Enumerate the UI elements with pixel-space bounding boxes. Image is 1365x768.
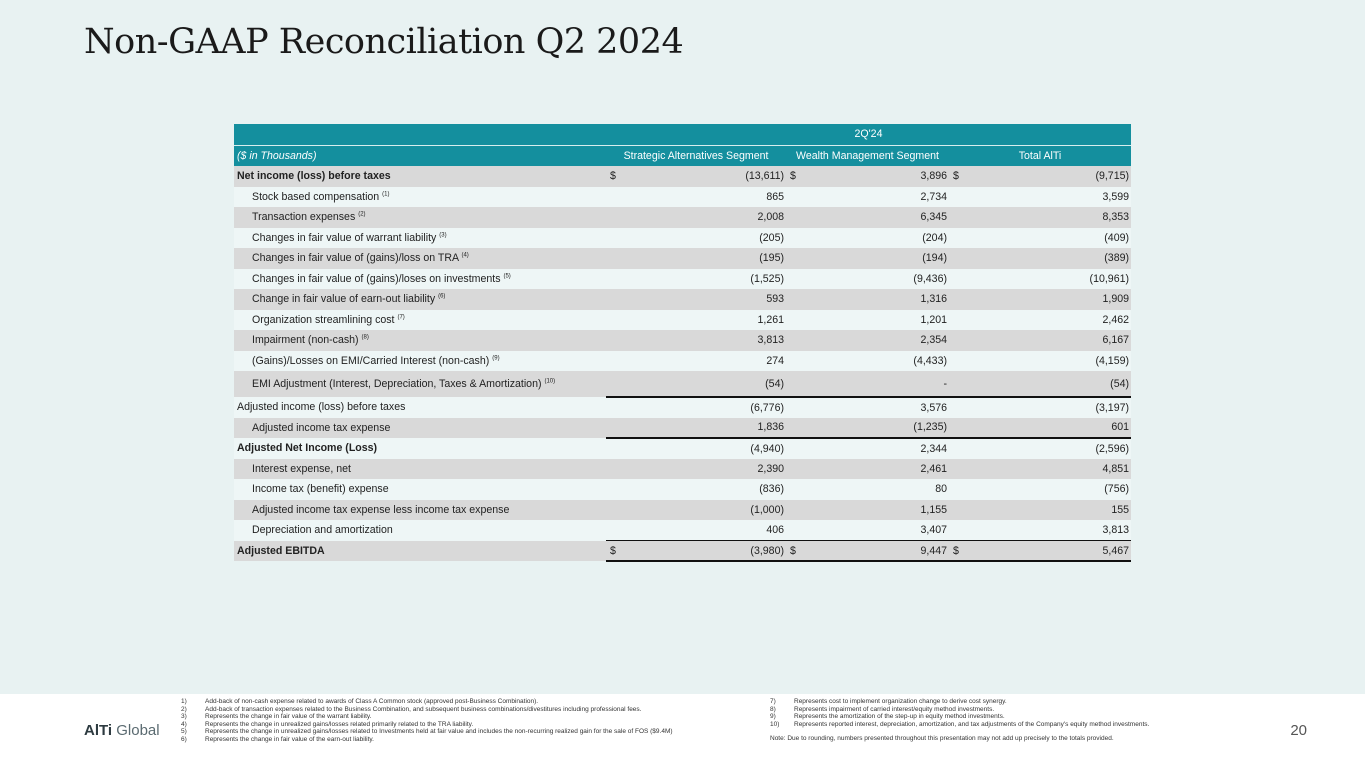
footnote-ref: (2) <box>358 211 366 218</box>
currency-cell <box>786 248 806 269</box>
currency-cell <box>949 330 969 351</box>
value-cell: 2,008 <box>626 207 786 228</box>
value-cell: (205) <box>626 228 786 249</box>
value-cell: (9,436) <box>806 269 949 290</box>
value-cell: (1,235) <box>806 418 949 439</box>
currency-cell <box>606 479 626 500</box>
page-title: Non-GAAP Reconciliation Q2 2024 <box>84 22 684 62</box>
row-label: Impairment (non-cash) $^{(8)}$ <box>234 330 606 351</box>
row-label: Adjusted income tax expense less income tax expense <box>234 500 606 521</box>
currency-cell <box>606 187 626 208</box>
currency-cell <box>786 397 806 418</box>
value-cell: (195) <box>626 248 786 269</box>
currency-cell <box>606 289 626 310</box>
currency-cell <box>949 397 969 418</box>
footnote: 5) Represents the change in unrealized gains/losses related to Investments held at fair value and includes the non-recurring realized gain for the sale of FOS ($9.4M) <box>181 728 673 736</box>
value-cell: 80 <box>806 479 949 500</box>
currency-cell <box>786 228 806 249</box>
footnote-ref: (4) <box>461 252 469 259</box>
footnote-ref: (1) <box>382 191 390 198</box>
row-label: Adjusted Net Income (Loss) <box>234 438 606 459</box>
footnote: 6) Represents the change in fair value of the earn-out liability. <box>181 735 374 743</box>
currency-cell <box>606 228 626 249</box>
footnote: 9) Represents the amortization of the step-up in equity method investments. <box>770 713 1005 721</box>
row-label: Stock based compensation $^{(1)}$ <box>234 187 606 208</box>
row-label: Adjusted income (loss) before taxes <box>234 397 606 418</box>
table-row <box>234 397 1131 418</box>
row-label: Change in fair value of earn-out liability $^{(6)}$ <box>234 289 606 310</box>
value-cell: (756) <box>969 479 1131 500</box>
footnotes-right <box>770 698 1149 743</box>
currency-cell <box>786 187 806 208</box>
value-cell: (2,596) <box>969 438 1131 459</box>
currency-cell <box>949 207 969 228</box>
currency-cell <box>949 228 969 249</box>
currency-cell <box>786 438 806 459</box>
value-cell: 155 <box>969 500 1131 521</box>
footer <box>0 694 1365 768</box>
currency-cell: $ <box>949 541 969 562</box>
value-cell: (204) <box>806 228 949 249</box>
currency-cell <box>786 330 806 351</box>
value-cell: 2,390 <box>626 459 786 480</box>
row-label: Adjusted EBITDA <box>234 541 606 562</box>
reconciliation-table-container <box>234 124 1131 562</box>
table-row <box>234 520 1131 541</box>
table-row <box>234 207 1131 228</box>
currency-cell: $ <box>786 166 806 187</box>
value-cell: (836) <box>626 479 786 500</box>
footnote: 3) Represents the change in fair value of the warrant liability. <box>181 713 372 721</box>
value-cell: (3,197) <box>969 397 1131 418</box>
currency-cell <box>949 520 969 541</box>
footnote-ref: (10) <box>544 378 556 385</box>
currency-cell <box>606 459 626 480</box>
currency-cell <box>606 248 626 269</box>
value-cell: (4,159) <box>969 351 1131 372</box>
currency-cell <box>606 438 626 459</box>
currency-cell <box>949 459 969 480</box>
value-cell: 8,353 <box>969 207 1131 228</box>
value-cell: 2,354 <box>806 330 949 351</box>
currency-cell <box>606 418 626 439</box>
row-label: Depreciation and amortization <box>234 520 606 541</box>
table-row <box>234 479 1131 500</box>
currency-cell <box>949 438 969 459</box>
row-label: Transaction expenses $^{(2)}$ <box>234 207 606 228</box>
value-cell: (4,433) <box>806 351 949 372</box>
currency-cell <box>786 269 806 290</box>
value-cell: 3,576 <box>806 397 949 418</box>
value-cell: 3,813 <box>969 520 1131 541</box>
footnote-ref: (9) <box>492 355 500 362</box>
table-row <box>234 248 1131 269</box>
table-row <box>234 418 1131 439</box>
row-label: Adjusted income tax expense <box>234 418 606 439</box>
value-cell: 1,261 <box>626 310 786 331</box>
currency-cell <box>786 207 806 228</box>
value-cell: 2,462 <box>969 310 1131 331</box>
value-cell: 3,896 <box>806 166 949 187</box>
table-row <box>234 330 1131 351</box>
row-label: Changes in fair value of (gains)/loses on investments $^{(5)}$ <box>234 269 606 290</box>
value-cell: 1,201 <box>806 310 949 331</box>
row-label: Changes in fair value of warrant liability $^{(3)}$ <box>234 228 606 249</box>
value-cell: 601 <box>969 418 1131 439</box>
currency-cell <box>606 269 626 290</box>
value-cell: 1,836 <box>626 418 786 439</box>
currency-cell <box>606 330 626 351</box>
value-cell: (6,776) <box>626 397 786 418</box>
table-row <box>234 500 1131 521</box>
value-cell: (54) <box>969 371 1131 397</box>
value-cell: (1,525) <box>626 269 786 290</box>
unit-label: ($ in Thousands) <box>234 145 606 166</box>
currency-cell <box>786 520 806 541</box>
currency-cell <box>786 418 806 439</box>
column-header-total: Total AlTi <box>949 145 1131 166</box>
table-row <box>234 438 1131 459</box>
value-cell: 1,316 <box>806 289 949 310</box>
value-cell: (409) <box>969 228 1131 249</box>
currency-cell <box>606 500 626 521</box>
currency-cell <box>786 351 806 372</box>
value-cell: 3,813 <box>626 330 786 351</box>
currency-cell: $ <box>786 541 806 562</box>
footnote-ref: (6) <box>438 293 446 300</box>
value-cell: 593 <box>626 289 786 310</box>
value-cell: (54) <box>626 371 786 397</box>
currency-cell <box>786 459 806 480</box>
footnote: 4) Represents the change in unrealized gains/losses related primarily related to the TRA liability. <box>181 720 474 728</box>
value-cell: (4,940) <box>626 438 786 459</box>
column-header-wealth: Wealth Management Segment <box>786 145 949 166</box>
currency-cell <box>786 289 806 310</box>
value-cell: (1,000) <box>626 500 786 521</box>
currency-cell: $ <box>949 166 969 187</box>
value-cell: 2,461 <box>806 459 949 480</box>
page-number: 20 <box>1290 722 1307 739</box>
value-cell: (3,980) <box>626 541 786 562</box>
unit-spacer <box>234 124 606 145</box>
currency-cell <box>606 207 626 228</box>
value-cell: 3,407 <box>806 520 949 541</box>
table-row <box>234 228 1131 249</box>
row-label: Organization streamlining cost $^{(7)}$ <box>234 310 606 331</box>
table-row <box>234 187 1131 208</box>
value-cell: 5,467 <box>969 541 1131 562</box>
value-cell: (9,715) <box>969 166 1131 187</box>
table-row <box>234 289 1131 310</box>
currency-cell <box>786 500 806 521</box>
currency-cell <box>949 310 969 331</box>
currency-cell <box>606 310 626 331</box>
currency-cell <box>786 479 806 500</box>
rounding-note: Note: Due to rounding, numbers presented throughout this presentation may not add up precisely to the totals provided. <box>770 735 1114 743</box>
footnote-ref: (3) <box>439 232 447 239</box>
reconciliation-table <box>234 124 1131 562</box>
table-row <box>234 269 1131 290</box>
value-cell: 9,447 <box>806 541 949 562</box>
footnote-ref: (7) <box>397 314 405 321</box>
currency-cell <box>949 289 969 310</box>
footnote: 2) Add-back of transaction expenses related to the Business Combination, and subsequent business combinations/divestitures including professional fees. <box>181 705 642 713</box>
table-body <box>234 166 1131 561</box>
footnote: 1) Add-back of non-cash expense related to awards of Class A Common stock (approved post-Business Combination). <box>181 698 539 705</box>
value-cell: (194) <box>806 248 949 269</box>
table-row <box>234 459 1131 480</box>
period-header: 2Q'24 <box>606 124 1131 145</box>
table-row <box>234 541 1131 562</box>
currency-cell <box>606 371 626 397</box>
footnote-ref: (8) <box>361 334 369 341</box>
value-cell: 406 <box>626 520 786 541</box>
currency-cell <box>949 248 969 269</box>
currency-cell <box>949 479 969 500</box>
value-cell: 6,345 <box>806 207 949 228</box>
currency-cell <box>949 187 969 208</box>
row-label: (Gains)/Losses on EMI/Carried Interest (non-cash) $^{(9)}$ <box>234 351 606 372</box>
footnote-ref: (5) <box>503 273 511 280</box>
company-logo: AlTi Global <box>84 722 160 739</box>
currency-cell <box>949 418 969 439</box>
value-cell: (13,611) <box>626 166 786 187</box>
footnotes-left <box>181 698 673 744</box>
row-label: Changes in fair value of (gains)/loss on TRA $^{(4)}$ <box>234 248 606 269</box>
currency-cell: $ <box>606 541 626 562</box>
table-row <box>234 351 1131 372</box>
footnote: 7) Represents cost to implement organization change to derive cost synergy. <box>770 698 1007 705</box>
value-cell: 3,599 <box>969 187 1131 208</box>
value-cell: 865 <box>626 187 786 208</box>
value-cell: 2,344 <box>806 438 949 459</box>
table-row <box>234 371 1131 397</box>
currency-cell <box>786 310 806 331</box>
footnote: 8) Represents impairment of carried interest/equity method investments. <box>770 705 995 713</box>
value-cell: (389) <box>969 248 1131 269</box>
value-cell: 6,167 <box>969 330 1131 351</box>
value-cell: 2,734 <box>806 187 949 208</box>
value-cell: - <box>806 371 949 397</box>
row-label: Net income (loss) before taxes <box>234 166 606 187</box>
currency-cell <box>606 520 626 541</box>
currency-cell <box>606 351 626 372</box>
row-label: EMI Adjustment (Interest, Depreciation, Taxes & Amortization) $^{(10)}$ <box>234 371 606 397</box>
currency-cell <box>949 371 969 397</box>
currency-cell <box>786 371 806 397</box>
value-cell: 1,155 <box>806 500 949 521</box>
row-label: Income tax (benefit) expense <box>234 479 606 500</box>
currency-cell <box>949 269 969 290</box>
value-cell: (10,961) <box>969 269 1131 290</box>
value-cell: 274 <box>626 351 786 372</box>
currency-cell: $ <box>606 166 626 187</box>
column-header-strategic: Strategic Alternatives Segment <box>606 145 786 166</box>
value-cell: 1,909 <box>969 289 1131 310</box>
currency-cell <box>949 351 969 372</box>
table-row <box>234 166 1131 187</box>
value-cell: 4,851 <box>969 459 1131 480</box>
currency-cell <box>606 397 626 418</box>
table-row <box>234 310 1131 331</box>
currency-cell <box>949 500 969 521</box>
footnote: 10) Represents reported interest, depreciation, amortization, and tax adjustments of the Company's equity method investments. <box>770 720 1150 728</box>
row-label: Interest expense, net <box>234 459 606 480</box>
